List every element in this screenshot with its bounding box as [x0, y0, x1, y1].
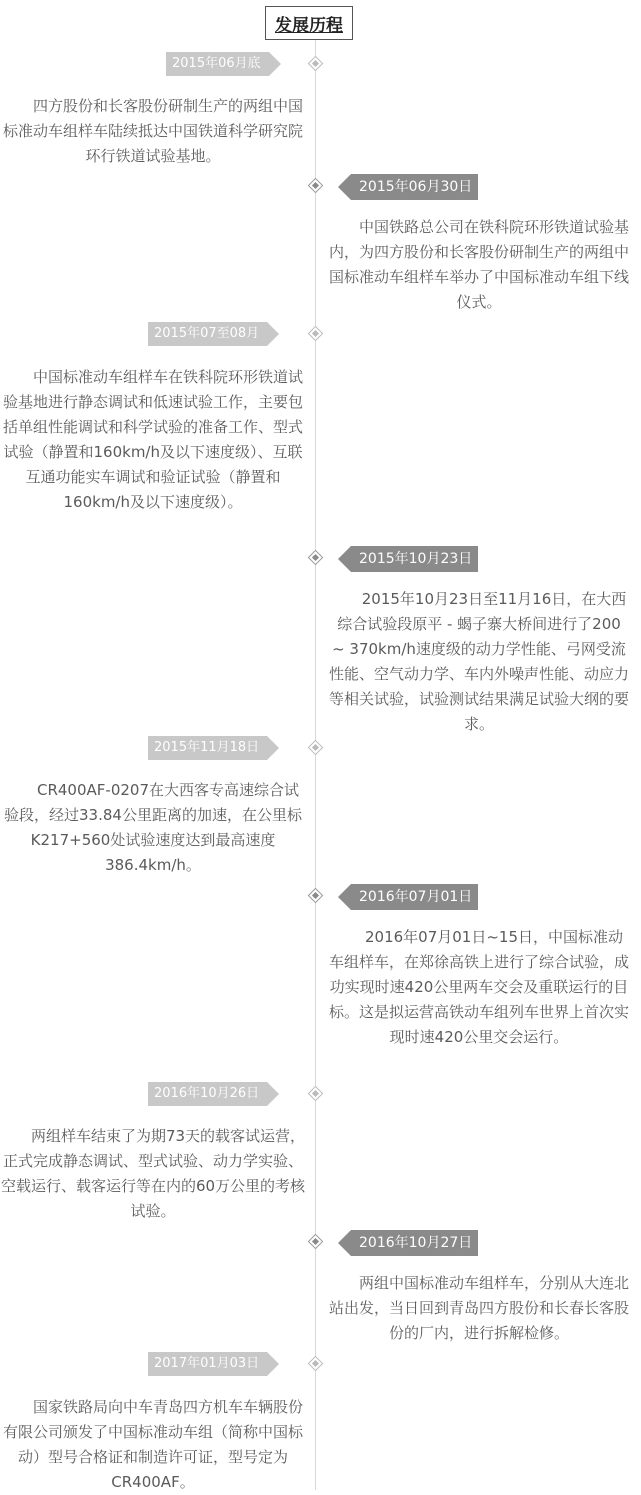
event-text: CR400AF-0207在大西客专高速综合试验段，经过33.84公里距离的加速，在公里标K217+560处试验速度达到最高速度386.4km/h。 — [4, 781, 302, 874]
timeline-node — [308, 888, 324, 904]
timeline-node — [308, 1356, 324, 1372]
timeline-node — [308, 326, 324, 342]
event-text: 两组样车结束了为期73天的载客试运营，正式完成静态调试、型式试验、动力学实验、空载运行、载客运行等在内的60万公里的考核试验。 — [0, 1127, 306, 1220]
date-tag: 2015年11月18日 — [148, 736, 267, 760]
timeline-node — [308, 740, 324, 756]
timeline-node — [308, 1086, 324, 1102]
event-text: 中国标准动车组样车在铁科院环形铁道试验基地进行静态调试和低速试验工作，主要包括单组性能调试和科学试验的准备工作、型式试验（静置和160km/h及以下速度级）、互联互通功能实车调试和验证试验（静置和160km/h及以下速度级）。 — [2, 368, 303, 511]
date-tag: 2015年10月23日 — [351, 546, 478, 572]
date-tag: 2015年06月30日 — [351, 174, 478, 200]
timeline-node — [308, 56, 324, 72]
date-tag: 2017年01月03日 — [148, 1352, 267, 1376]
section-title: 发展历程 — [275, 16, 343, 36]
timeline-node — [308, 550, 324, 566]
timeline-line — [315, 30, 316, 1490]
date-tag: 2016年10月27日 — [351, 1230, 478, 1256]
event-text: 中国铁路总公司在铁科院环形铁道试验基内，为四方股份和长客股份研制生产的两组中国标准动车组样车举办了中国标准动车组下线仪式。 — [329, 218, 630, 311]
event-text: 2015年10月23日至11月16日，在大西综合试验段原平 - 蝎子寨大桥间进行了200 ~ 370km/h速度级的动力学性能、弓网受流性能、空气动力学、车内外噪声性能、动应力等相关试验，试验测试结果满足试验大纲的要求。 — [329, 590, 630, 733]
timeline-node — [308, 1234, 324, 1250]
date-tag: 2015年07至08月 — [148, 322, 267, 346]
timeline-node — [308, 178, 324, 194]
date-tag: 2016年10月26日 — [148, 1082, 267, 1106]
event-text: 两组中国标准动车组样车，分别从大连北站出发，当日回到青岛四方股份和长春长客股份的厂内，进行拆解检修。 — [329, 1274, 630, 1342]
date-tag: 2016年07月01日 — [351, 884, 478, 910]
section-title-box — [265, 6, 353, 40]
event-text: 国家铁路局向中车青岛四方机车车辆股份有限公司颁发了中国标准动车组（简称中国标动）型号合格证和制造许可证，型号定为CR400AF。 — [2, 1398, 303, 1491]
date-tag: 2015年06月底 — [166, 52, 269, 76]
event-text: 2016年07月01日~15日，中国标准动车组样车，在郑徐高铁上进行了综合试验，成功实现时速420公里两车交会及重联运行的目标。这是拟运营高铁动车组列车世界上首次实现时速420公里交会运行。 — [329, 928, 630, 1046]
event-text: 四方股份和长客股份研制生产的两组中国标准动车组样车陆续抵达中国铁道科学研究院环行铁道试验基地。 — [2, 97, 303, 165]
